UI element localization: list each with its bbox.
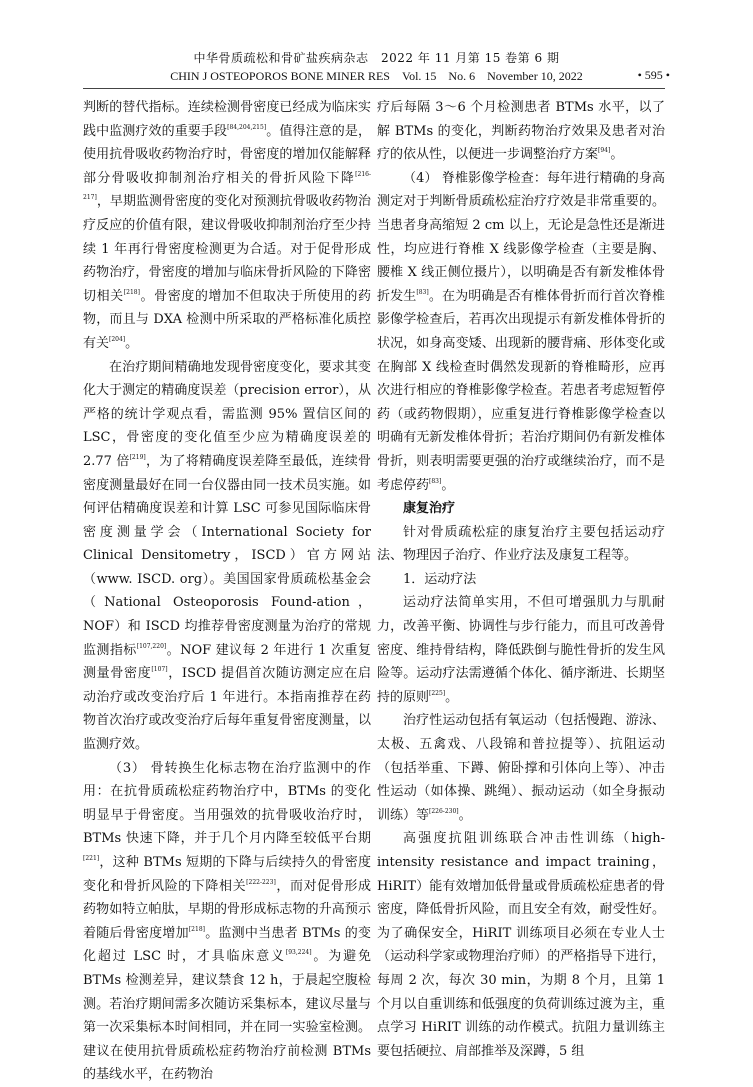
citation: [216-217] xyxy=(83,170,371,202)
citation: [218] xyxy=(123,288,140,296)
left-paragraph-1: 判断的替代指标。连续检测骨密度已经成为临床实践中监测疗效的重要手段[84,204,215]。值得注意的是，使用抗骨吸收药物治疗时，骨密度的增加仅能解释部分骨吸收抑制剂治疗相关的骨折风险下降[216-217]，早期监测骨密度的变化对预测抗骨吸收药物治疗反应的价值有限，建议骨吸收抑制剂治疗至少持续 1 年再行骨密度检测更为合适。对于促骨形成药物治疗，骨密度的增加与临床骨折风险的下降密切相关[218]。骨密度的增加不但取决于所使用的药物，而且与 DXA 检测中所采取的严格标准化质控有关[204]。 xyxy=(83,100,371,351)
citation: [222-223] xyxy=(246,878,276,886)
citation: [226-230] xyxy=(429,807,459,815)
right-paragraph-5: 治疗性运动包括有氧运动（包括慢跑、游泳、太极、五禽戏、八段锦和普拉提等）、抗阻运动（包括举重、下蹲、俯卧撑和引体向上等）、冲击性运动（如体操、跳绳）、振动运动（如全身振动训练）等[226-230]。 xyxy=(377,713,665,823)
citation: [93,224] xyxy=(285,949,312,957)
citation: [83] xyxy=(416,288,429,296)
left-paragraph-3: （3） 骨转换生化标志物在治疗监测中的作用：在抗骨质疏松症药物治疗中，BTMs 的变化明显早于骨密度。当用强效的抗骨吸收治疗时，BTMs 快速下降，并于几个月内降至较低平台期[221]，这种 BTMs 短期的下降与后续持久的骨密度变化和骨折风险的下降相关[222-223]，而对促骨形成药物如特立帕肽，早期的骨形成标志物的升高预示着随后骨密度增加[218]。监测中当患者 BTMs 的变化超过 LSC 时，才具临床意义[93,224]。为避免 BTMs 检测差异，建议禁食 12 h，于晨起空腹检测。若治疗期间需多次随访采集标本，建议尽量与第一次采集标本时间相同，并在同一实验室检测。建议在使用抗骨质疏松症药物治疗前检测 BTMs 的基线水平，在药物治 xyxy=(83,760,371,1083)
left-column xyxy=(83,96,371,1087)
page-number: • 595 • xyxy=(637,68,670,82)
citation: [83] xyxy=(429,477,442,485)
right-paragraph-6: 高强度抗阻训练联合冲击性训练（high-intensity resistance and impact training，HiRIT）能有效增加低骨量或骨质疏松症患者的骨密度，降低骨折风险，而且安全有效，耐受性好。为了确保安全，HiRIT 训练项目必须在专业人士（运动科学家或物理治疗师）的严格指导下进行，每周 2 次，每次 30 min，为期 8 个月，且第 1 个月以自重训练和低强度的负荷训练过渡为主，重点学习 HiRIT 训练的动作模式。抗阻力量训练主要包括硬拉、肩部推举及深蹲，5 组 xyxy=(377,831,665,1059)
left-paragraph-2: 在治疗期间精确地发现骨密度变化，要求其变化大于测定的精确度误差（precision error），从严格的统计学观点看，需监测 95% 置信区间的 LSC，骨密度的变化值至少应为精确度误差的 2.77 倍[219]，为了将精确度误差降至最低，连续骨密度测量最好在同一台仪器由同一技术员实施。如何评估精确度误差和计算 LSC 可参见国际临床骨密度测量学会（International Society for Clinical Densitometry，ISCD）官方网站（www. ISCD. org）。美国国家骨质疏松基金会（National Osteoporosis Found-ation，NOF）和 ISCD 均推荐骨密度测量为治疗的常规监测指标[107,220]。NOF 建议每 2 年进行 1 次重复测量骨密度[107]，ISCD 提倡首次随访测定应在启动治疗或改变治疗后 1 年进行。本指南推荐在药物首次治疗或改变治疗后每年重复骨密度测量，以监测疗效。 xyxy=(83,359,371,753)
citation: [221] xyxy=(83,855,100,862)
section-heading-rehab: 康复治疗 xyxy=(403,501,456,517)
citation: [218] xyxy=(188,925,205,933)
right-paragraph-3: 针对骨质疏松症的康复治疗主要包括运动疗法、物理因子治疗、作业疗法及康复工程等。 xyxy=(377,524,665,564)
right-column xyxy=(377,96,665,1063)
right-paragraph-4: 运动疗法简单实用，不但可增强肌力与肌耐力，改善平衡、协调性与步行能力，而且可改善骨密度、维持骨结构，降低跌倒与脆性骨折的发生风险等。运动疗法需遵循个体化、循序渐进、长期坚持的原则[225]。 xyxy=(377,595,665,705)
subsection-heading-exercise: 1．运动疗法 xyxy=(403,571,477,587)
citation: [204] xyxy=(109,335,126,343)
citation: [219] xyxy=(129,453,146,461)
journal-title-cn: 中华骨质疏松和骨矿盐疾病杂志 2022 年 11 月第 15 卷第 6 期 xyxy=(193,51,560,65)
right-paragraph-2: （4） 脊椎影像学检查：每年进行精确的身高测定对于判断骨质疏松症治疗疗效是非常重要的。当患者身高缩短 2 cm 以上，无论是急性还是渐进性，均应进行脊椎 X 线影像学检查（主要是胸、腰椎 X 线正侧位摄片），以明确是否有新发椎体骨折发生[83]。在为明确是否有椎体骨折而行首次脊椎影像学检查后，若再次出现提示有新发椎体骨折的状况，如身高变矮、出现新的腰背痛、形体变化或在胸部 X 线检查时偶然发现新的脊椎畸形，应再次进行相应的脊椎影像学检查。若患者考虑短暂停药（或药物假期），应重复进行脊椎影像学检查以明确有无新发椎体骨折；若治疗期间仍有新发椎体骨折，则表明需要更强的治疗或继续治疗，而不是考虑停药[83]。 xyxy=(377,170,665,493)
citation: [225] xyxy=(429,689,446,697)
right-paragraph-1: 疗后每隔 3～6 个月检测患者 BTMs 水平，以了解 BTMs 的变化，判断药物治疗效果及患者对治疗的依从性，以便进一步调整治疗方案[94]。 xyxy=(377,100,665,163)
journal-title-en: CHIN J OSTEOPOROS BONE MINER RES Vol. 15 No. 6 November 10, 2022 xyxy=(170,69,583,83)
header-rule xyxy=(83,88,665,89)
citation: [94] xyxy=(598,147,611,155)
citation: [107] xyxy=(151,666,168,674)
citation: [84,204,215] xyxy=(227,123,267,131)
citation: [107,220] xyxy=(136,642,167,650)
